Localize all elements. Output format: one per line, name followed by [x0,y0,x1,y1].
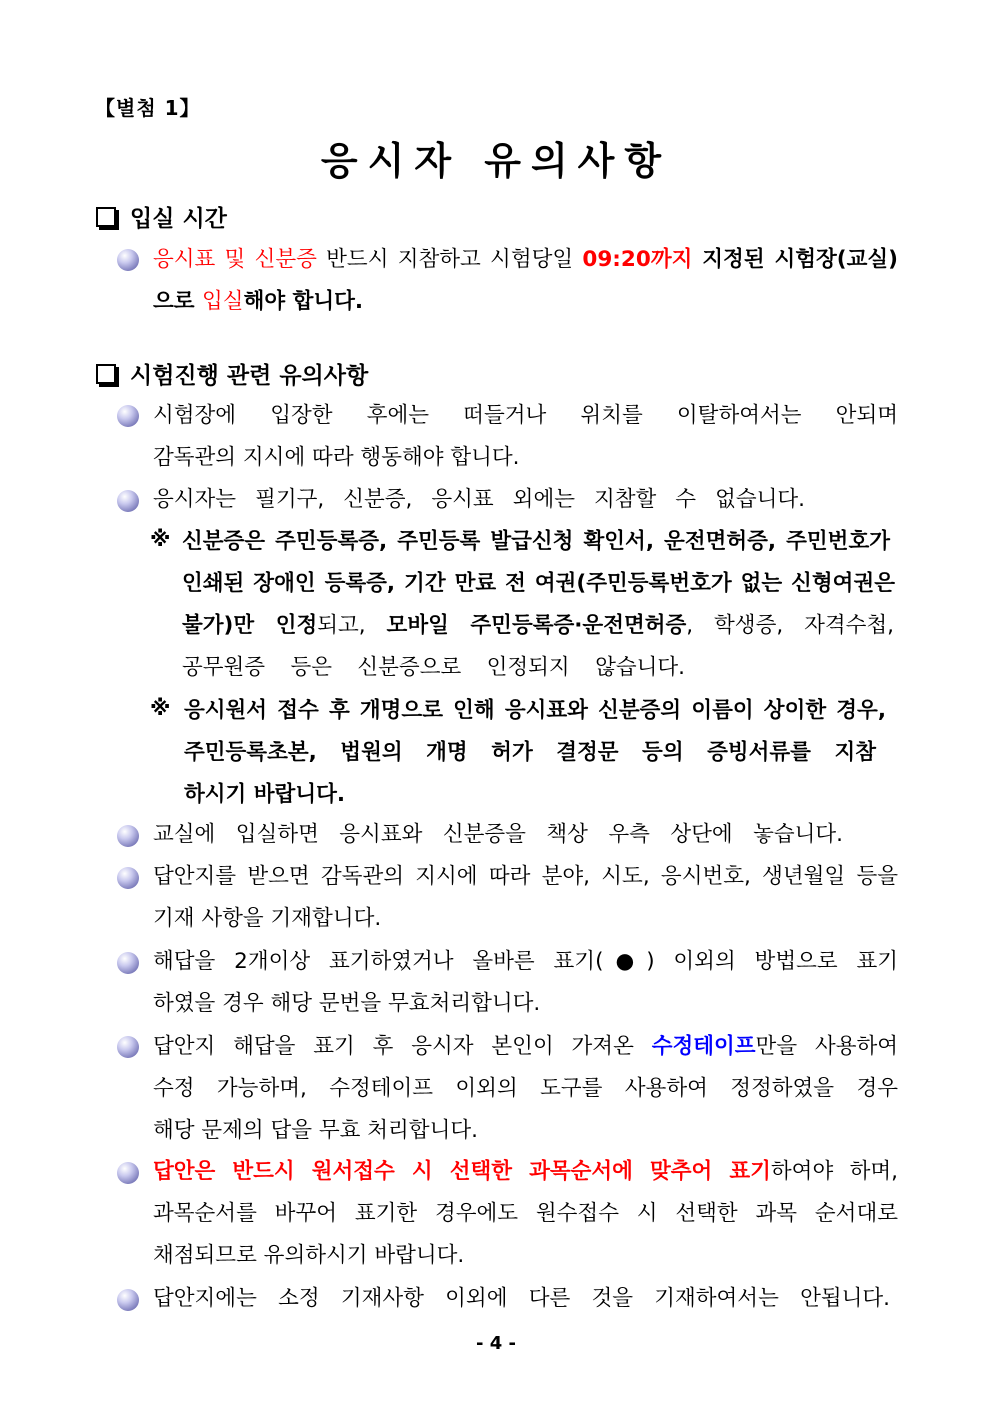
highlight-entry: 입실 [202,289,244,314]
note-item-4-line-1: 답안지를 받으면 감독관의 지시에 따라 분야, 시도, 응시번호, 생년월일 등을 [153,864,898,889]
bullet-icon [117,1289,139,1311]
highlight-correction-tape: 수정테이프 [651,1034,756,1059]
note-item-7-line-3: 채점되므로 유의하시기 바랍니다. [153,1243,465,1268]
section-heading-exam-notes [96,357,368,390]
section-heading-label: 시험진행 관련 유의사항 [130,363,369,389]
id-note-line-3 [182,611,894,641]
note-item-1-line-1: 시험장에 입장한 후에는 떠들거나 위치를 이탈하여서는 안되며 [153,403,898,428]
text-span: 되고, [317,613,387,638]
id-note-line-4: 공무원증 등은 신분증으로 인정되지 않습니다. [182,655,685,680]
section-heading-label: 입실 시간 [130,206,227,232]
highlight-time: 09:20까지 [582,247,693,272]
bullet-icon [117,1036,139,1058]
note-item-6-line-3: 해당 문제의 답을 무효 처리합니다. [153,1118,478,1143]
highlight-subject-order: 답안은 반드시 원서접수 시 선택한 과목순서에 맞추어 표기 [153,1159,771,1184]
text-span-bold: 모바일 주민등록증·운전면허증 [386,613,687,638]
annex-label: 【별첨 1】 [95,96,201,120]
bullet-icon [117,490,139,512]
text-span-bold: 불가)만 인정 [182,613,318,638]
rename-note-line-3: 하시기 바랍니다. [184,782,346,807]
highlight-id-docs: 응시표 및 신분증 [153,247,317,272]
text-span: 하여야 하며, [770,1159,898,1184]
note-item-7-line-2: 과목순서를 바꾸어 표기한 경우에도 원수접수 시 선택한 과목 순서대로 [153,1201,898,1226]
bullet-icon [117,249,139,271]
text-span: 답안지 해답을 표기 후 응시자 본인이 가져온 [153,1034,652,1059]
section-heading-entry-time [96,200,227,233]
note-item-6-line-2: 수정 가능하며, 수정테이프 이외의 도구를 사용하여 정정하였을 경우 [153,1076,898,1101]
note-item-7-line-1 [153,1157,898,1187]
bullet-icon [117,825,139,847]
note-item-2-line-1: 응시자는 필기구, 신분증, 응시표 외에는 지참할 수 없습니다. [153,487,805,512]
bullet-icon [117,867,139,889]
text-span: , 학생증, 자격수첩, [686,613,894,638]
page-title: 응시자 유의사항 [320,139,672,183]
text-span-bold: 지정된 시험장(교실) [692,247,898,272]
text-span-bold: 으로 [153,289,203,314]
page-number: - 4 - [476,1333,516,1354]
note-item-5-line-2: 하였을 경우 해당 문번을 무효처리합니다. [153,991,541,1016]
text-span: 반드시 지참하고 시험당일 [316,247,583,272]
bullet-icon [117,1162,139,1184]
note-item-5-line-1: 해답을 2개이상 표기하였거나 올바른 표기(●) 이외의 방법으로 표기 [153,949,898,974]
text-span-bold: 해야 합니다. [243,289,364,314]
bullet-icon [117,405,139,427]
checkbox-square-icon [96,207,116,227]
note-item-3-line-1: 교실에 입실하면 응시표와 신분증을 책상 우측 상단에 놓습니다. [153,822,843,847]
note-item-4-line-2: 기재 사항을 기재합니다. [153,906,382,931]
entry-item-line-2 [153,287,363,317]
id-note-line-2: 인쇄된 장애인 등록증, 기간 만료 전 여권(주민등록번호가 없는 신형여권은 [182,571,895,596]
entry-item-line-1 [153,245,898,275]
rename-note-line-2: 주민등록초본, 법원의 개명 허가 결정문 등의 증빙서류를 지참 [184,740,876,765]
text-span: 만을 사용하여 [755,1034,898,1059]
bullet-icon [117,952,139,974]
rename-note-line-1: 응시원서 접수 후 개명으로 인해 응시표와 신분증의 이름이 상이한 경우, [184,698,886,723]
note-item-8-line-1: 답안지에는 소정 기재사항 이외에 다른 것을 기재하여서는 안됩니다. [153,1286,890,1311]
note-item-1-line-2: 감독관의 지시에 따라 행동해야 합니다. [153,445,520,470]
reference-mark: ※ [150,527,171,551]
reference-mark: ※ [150,696,171,720]
note-item-6-line-1 [153,1032,898,1062]
checkbox-square-icon [96,364,116,384]
id-note-line-1: 신분증은 주민등록증, 주민등록 발급신청 확인서, 운전면허증, 주민번호가 [182,529,890,554]
